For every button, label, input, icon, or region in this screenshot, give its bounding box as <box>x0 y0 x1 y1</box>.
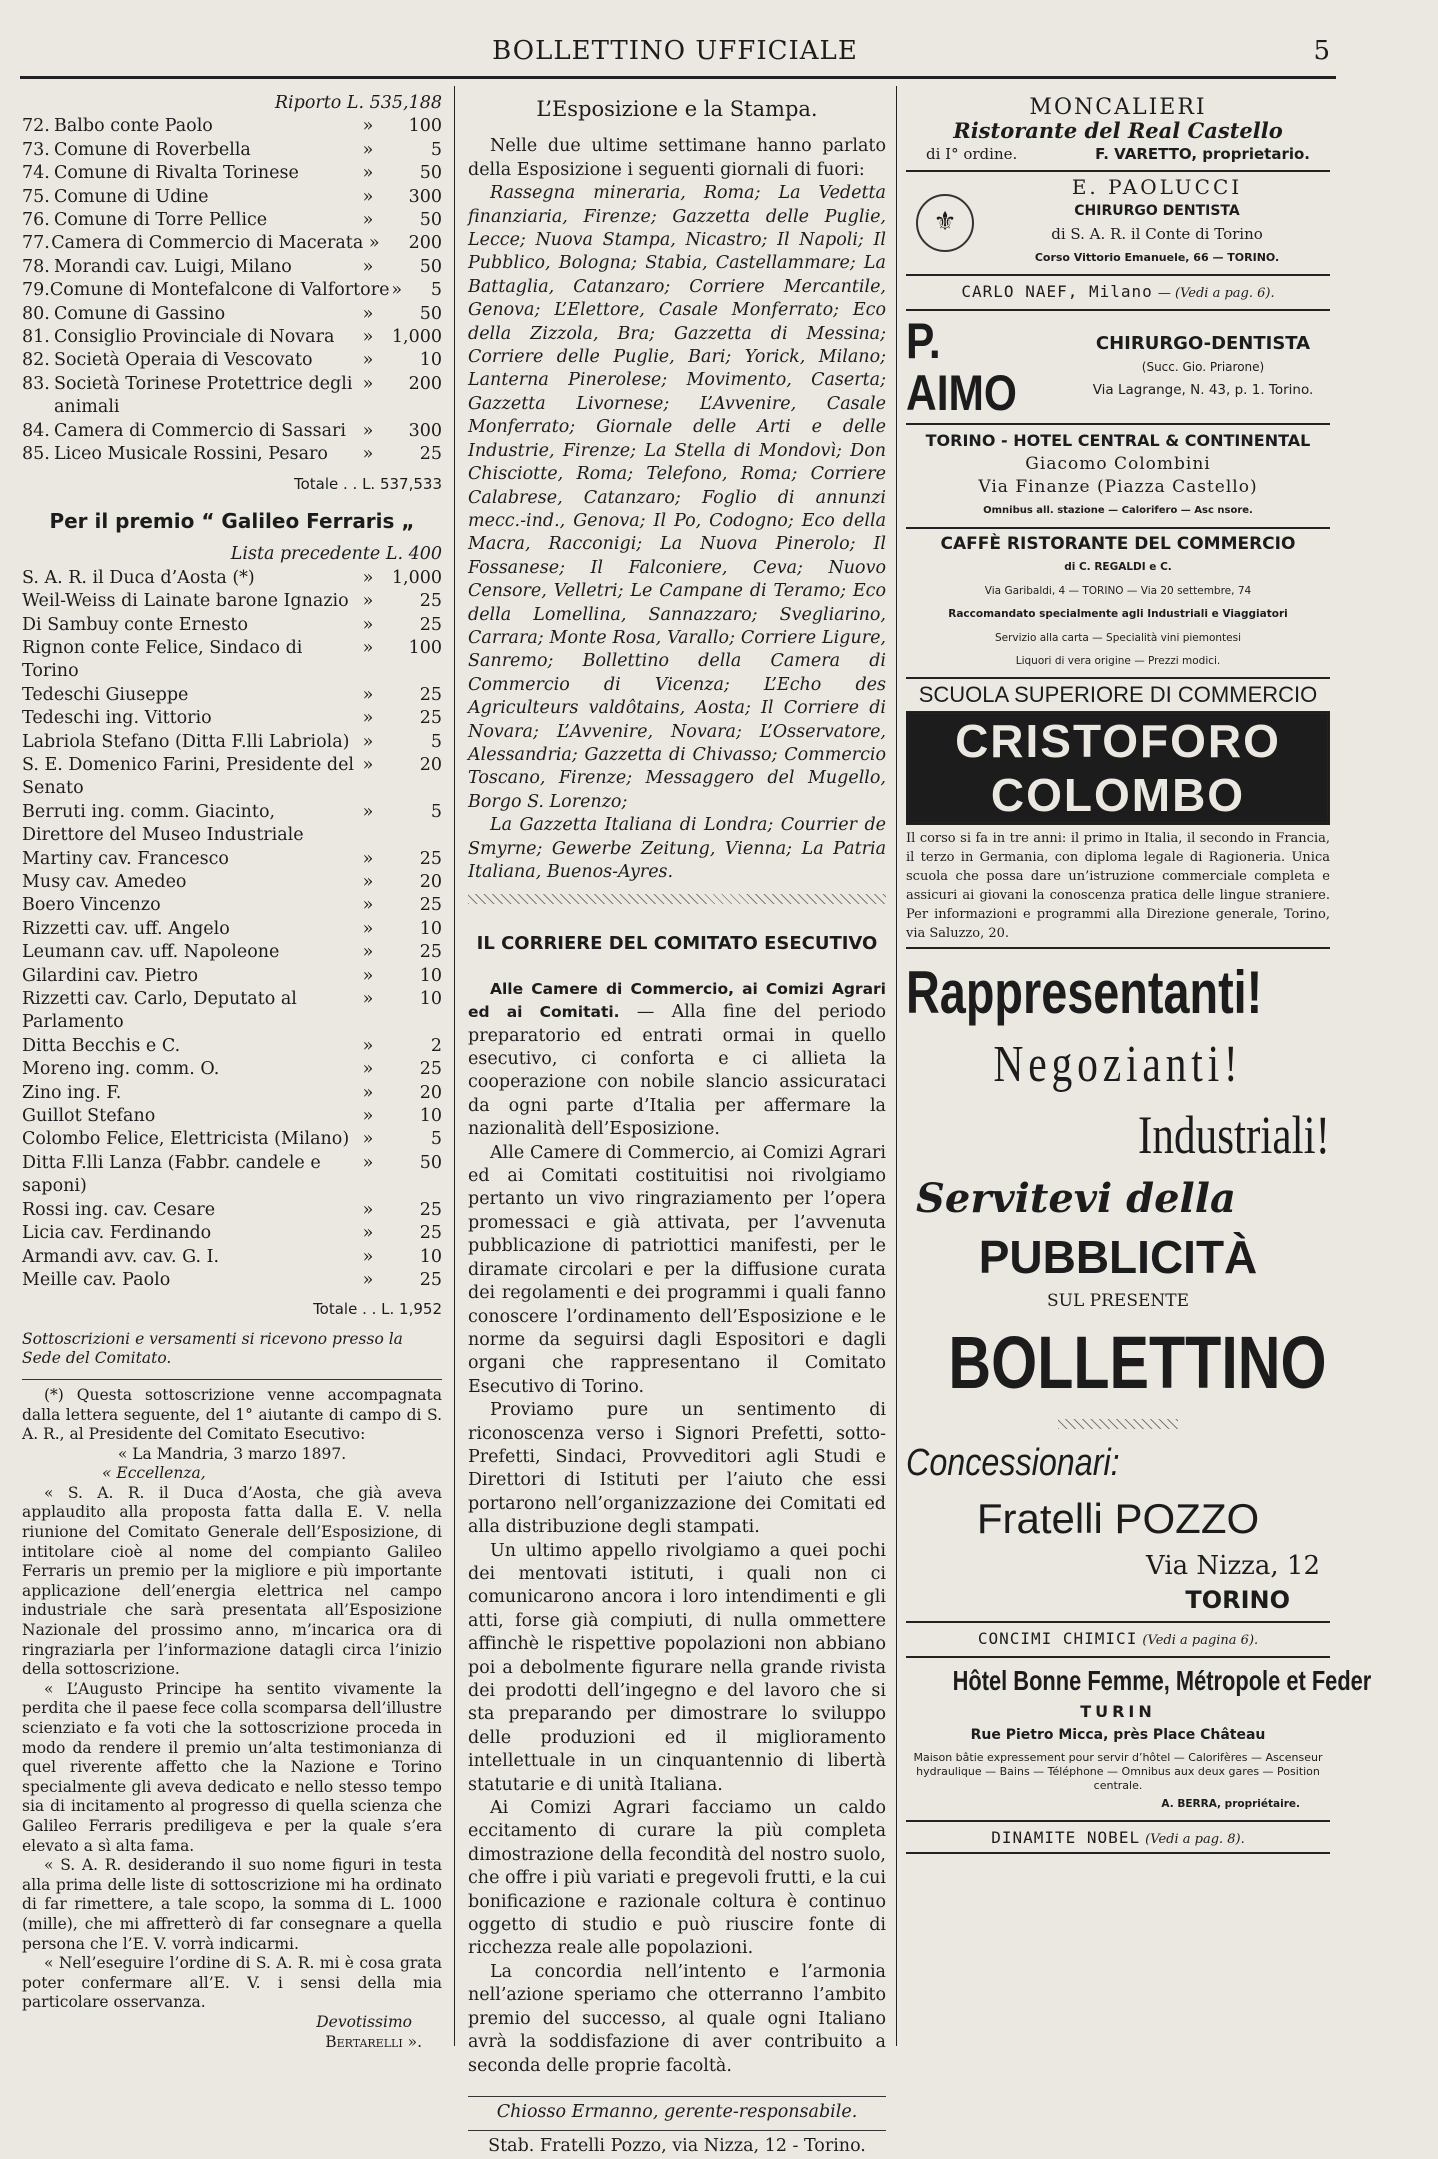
row-name: Rossi ing. cav. Cesare <box>22 1199 216 1220</box>
column-divider-2 <box>896 86 897 2046</box>
ad-bonne-femme-owner: A. BERRA, propriétaire. <box>1161 1797 1300 1810</box>
ledger-row <box>22 684 442 707</box>
ledger-row <box>22 232 442 255</box>
ad-moncalieri-town: MONCALIERI <box>1029 95 1207 120</box>
row-amount: 10 <box>419 1106 442 1127</box>
row-amount: 25 <box>419 684 442 705</box>
row-name: Comune di Roverbella <box>54 139 251 160</box>
row-amount: 1,000 <box>391 327 442 348</box>
row-ditto-mark: » <box>362 731 374 752</box>
premio-list <box>22 567 442 1293</box>
article-title-corriere: IL CORRIERE DEL COMITATO ESECUTIVO <box>476 933 878 955</box>
column-divider-1 <box>454 86 455 2046</box>
row-name: Consiglio Provinciale di Novara <box>54 327 335 348</box>
ad-naef-ref: — (Vedi a pag. 6). <box>1157 285 1275 301</box>
ad-pub-ornament <box>1058 1419 1178 1429</box>
ad-caffe-recommend: Raccomandato specialmente agli Industriali e Viaggiatori <box>948 608 1288 621</box>
ad-naef-name: CARLO NAEF, Milano <box>961 281 1153 301</box>
premio-title: Per il premio “ Galileo Ferraris „ <box>49 508 415 533</box>
ad-pub-pubblicita: PUBBLICITÀ <box>978 1230 1258 1283</box>
ledger-row <box>22 349 442 372</box>
row-ditto-mark: » <box>362 1106 374 1127</box>
ad-pub-concessionari: Concessionari: <box>906 1441 1120 1484</box>
stampa-list: Rassegna mineraria, Roma; La Vedetta finanziaria, Firenze; Gazzetta delle Puglie, Lecce; Nuova Stampa, Nicastro; Il Napoli; Il Pubblico, Bologna; Stabia, Castellammare; La Battaglia, Catanzaro; Corriere Mercantile, Genova; L’Elettore, Casale Monferrato; Eco della Zizzola, Bra; Gazzetta di Messina; Corriere delle Puglie, Bari; Yorick, Milano; Lanterna Pinerolese; Movimento, Caserta; Gazzetta Livornese; L’Avvenire, Casale Monferrato; Giornale delle Arti e delle Industrie, Firenze; La Stella di Mondovì; Don Chisciotte, Roma; Telefono, Roma; Corriere Calabrese, Catanzaro; Foglio di annunzi mecc.-ind., Genova; Il Po, Codogno; Eco della Macra, Racconigi; La Nuova Pinerolo; Il Fossanese; Il Falconiere, Ceva; Nuovo Censore, Velletri; Le Campane di Teramo; Eco della Lomellina, Sannazzaro; Svegliarino, Carrara; Monte Rosa, Varallo; Corriere Ligure, Sanremo; Bollettino della Camera di Commercio di Vicenza; L’Echo des Agriculteurs valdôtains, Aosta; Il Corriere di Novara; L’Avvenire, Novara; L’Osservatore, Alessandria; Gazzetta di Chivasso; Commercio Toscano, Firenze; Messaggero del Mugello, Borgo S. Lorenzo; <box>468 183 886 812</box>
row-ditto-mark: » <box>362 350 374 371</box>
row-amount: 50 <box>419 1152 442 1173</box>
ledger-row <box>22 848 442 871</box>
row-number: 75. <box>22 186 50 207</box>
row-amount: 25 <box>419 895 442 916</box>
row-amount: 50 <box>419 303 442 324</box>
sottoscrizioni-note: Sottoscrizioni e versamenti si ricevono presso la Sede del Comitato. <box>22 1329 403 1368</box>
row-ditto-mark: » <box>362 139 374 160</box>
row-ditto-mark: » <box>362 708 374 729</box>
row-name: S. E. Domenico Farini, Presidente del Senato <box>22 754 355 799</box>
row-ditto-mark: » <box>362 256 374 277</box>
row-ditto-mark: » <box>362 327 374 348</box>
ledger-row <box>22 139 442 162</box>
ad-caffe-address: Via Garibaldi, 4 — TORINO — Via 20 settembre, 74 <box>984 584 1252 597</box>
row-amount: 20 <box>419 754 442 775</box>
row-amount: 25 <box>419 848 442 869</box>
ad-hotel-central-title: TORINO - HOTEL CENTRAL & CONTINENTAL <box>925 431 1311 451</box>
ad-scuola-colombo <box>906 679 1330 948</box>
stampa-intro: Nelle due ultime settimane hanno parlato della Esposizione i seguenti giornali di fuori: <box>468 136 886 180</box>
row-ditto-mark: » <box>362 895 374 916</box>
corriere-p6: La concordia nell’intento e l’armonia nell’azione speriamo che otterranno l’ambito premio del successo, al quale ogni Italiano avrà la soddisfazione di aver contribuito a seconda delle proprie facoltà. <box>468 1961 886 2076</box>
row-name: Comune di Udine <box>54 186 209 207</box>
gerente: Chiosso Ermanno, gerente-responsabile. <box>496 2101 858 2122</box>
ad-hotel-central-address: Via Finanze (Piazza Castello) <box>978 477 1258 498</box>
row-number: 82. <box>22 350 50 371</box>
row-name: Comune di Rivalta Torinese <box>54 163 299 184</box>
ad-bonne-femme-address: Rue Pietro Micca, près Place Château <box>970 1726 1266 1743</box>
ledger-row <box>22 326 442 349</box>
row-amount: 2 <box>430 1035 442 1056</box>
row-ditto-mark: » <box>362 848 374 869</box>
ledger-row <box>22 303 442 326</box>
row-ditto-mark: » <box>362 614 374 635</box>
row-name: Camera di Commercio di Sassari <box>54 420 346 441</box>
row-number: 72. <box>22 116 50 137</box>
row-name: Armandi avv. cav. G. I. <box>22 1246 220 1267</box>
row-amount: 50 <box>419 210 442 231</box>
row-amount: 10 <box>419 350 442 371</box>
gerente-rule <box>468 2096 886 2097</box>
column-subscriptions <box>22 92 442 2052</box>
ad-moncalieri-owner: F. VARETTO, proprietario. <box>1095 144 1310 163</box>
ad-bonne-femme-title: Hôtel Bonne Femme, Métropole et Feder <box>952 1665 1372 1697</box>
ad-moncalieri-name: Ristorante del Real Castello <box>953 118 1283 144</box>
row-name: Ditta F.lli Lanza (Fabbr. candele e saponi) <box>22 1152 321 1197</box>
row-amount: 20 <box>419 872 442 892</box>
article-title-stampa: L’Esposizione e la Stampa. <box>536 97 818 121</box>
ad-aimo-name: P. AIMO <box>906 313 1017 422</box>
row-ditto-mark: » <box>362 210 374 231</box>
ledger-row <box>22 894 442 917</box>
row-name: Tedeschi Giuseppe <box>22 684 189 705</box>
ornamental-rule <box>468 894 886 904</box>
row-amount: 25 <box>419 708 442 729</box>
row-ditto-mark: » <box>362 1059 374 1080</box>
row-amount: 10 <box>419 1246 442 1267</box>
letter-place: « La Mandria, 3 marzo 1897. <box>117 1444 347 1463</box>
row-number: 76. <box>22 210 50 231</box>
letter-p3: « S. A. R. desiderando il suo nome figuri in testa alla prima delle liste di sottoscrizione mi ha ordinato di far rimettere, a tale scopo, la somma di L. 1000 (mille), che mi affretterò di far consegnare a quella persona che l’E. V. vorrà indicarmi. <box>22 1856 442 1953</box>
ad-caffe-title: CAFFÈ RISTORANTE DEL COMMERCIO <box>940 533 1296 554</box>
ad-paolucci <box>906 172 1330 276</box>
lista-precedente: Lista precedente L. 400 <box>230 544 442 565</box>
row-ditto-mark: » <box>362 684 374 705</box>
row-amount: 10 <box>419 965 442 986</box>
ad-pub-rappresentanti: Rappresentanti! <box>906 958 1263 1026</box>
row-name: Comune di Gassino <box>54 303 226 324</box>
corriere-p5: Ai Comizi Agrari facciamo un caldo eccitamento di curare la più completa dimostrazione della fecondità del nostro suolo, che offre i più variati e pregevoli frutti, e la cui bonificazione e razionale coltura è continuo oggetto di studio e può riuscire fonte di ricchezza reale alle popolazioni. <box>468 1798 886 1959</box>
row-ditto-mark: » <box>362 918 374 939</box>
ledger-row <box>22 1082 442 1105</box>
row-amount: 5 <box>430 139 442 160</box>
row-ditto-mark: » <box>391 280 403 301</box>
ad-pub-sul: SUL PRESENTE <box>1047 1290 1189 1311</box>
ad-scuola-text: Il corso si fa in tre anni: il primo in Italia, il secondo in Francia, il terzo in Germania, con diploma legale di Ragioneria. Unica scuola che possa dare un’istruzione commerciale completa e assicuri ai giovani la conoscenza pratica delle lingue straniere. Per informazioni e programmi alla Direzione generale, Torino, via Saluzzo, 20. <box>906 830 1330 941</box>
row-name: Rizzetti cav. uff. Angelo <box>22 918 230 939</box>
ledger-row <box>22 209 442 232</box>
row-amount: 25 <box>419 614 442 635</box>
row-ditto-mark: » <box>362 186 374 207</box>
row-name: S. A. R. il Duca d’Aosta (*) <box>22 567 255 588</box>
ad-dinamite <box>906 1822 1330 1853</box>
ledger-row <box>22 115 442 138</box>
ad-aimo-role: CHIRURGO-DENTISTA <box>1095 333 1311 355</box>
ad-aimo-succ: (Succ. Gio. Priarone) <box>1141 359 1265 374</box>
ad-caffe-service: Servizio alla carta — Specialità vini piemontesi <box>994 631 1242 644</box>
ad-paolucci-address: Corso Vittorio Emanuele, 66 — TORINO. <box>1034 251 1280 265</box>
row-name: Tedeschi ing. Vittorio <box>22 708 212 729</box>
row-ditto-mark: » <box>362 116 374 137</box>
ledger-row <box>22 918 442 941</box>
row-amount: 5 <box>430 280 442 301</box>
ad-moncalieri-grade: di I° ordine. <box>926 144 1018 163</box>
row-name: Gilardini cav. Pietro <box>22 965 199 986</box>
ledger-row <box>22 567 442 590</box>
row-ditto-mark: » <box>362 1269 374 1290</box>
ad-bonne-femme <box>906 1658 1372 1822</box>
row-number: 81. <box>22 327 50 348</box>
ad-pub-via: Via Nizza, 12 <box>1146 1550 1320 1581</box>
row-name: Weil-Weiss di Lainate barone Ignazio <box>22 591 349 612</box>
ledger-row <box>22 1222 442 1245</box>
row-ditto-mark: » <box>362 1246 374 1267</box>
ad-paolucci-patron: di S. A. R. il Conte di Torino <box>1051 225 1263 244</box>
row-ditto-mark: » <box>362 373 374 394</box>
row-name: Camera di Commercio di Macerata <box>51 233 364 254</box>
row-ditto-mark: » <box>362 567 374 588</box>
row-amount: 25 <box>419 1199 442 1220</box>
ledger-row <box>22 279 442 302</box>
ad-hotel-central <box>906 425 1330 529</box>
letter-closing: Devotissimo <box>316 2012 412 2031</box>
row-name: Morandi cav. Luigi, Milano <box>54 256 292 277</box>
letter-salute: « Eccellenza, <box>102 1464 206 1483</box>
stampa-foreign: La Gazzetta Italiana di Londra; Courrier de Smyrne; Gewerbe Zeitung, Vienna; La Patria Italiana, Buenos-Ayres. <box>468 815 886 882</box>
riporto: Riporto L. 535,188 <box>274 93 442 113</box>
ad-concimi-name: CONCIMI CHIMICI <box>977 1628 1138 1648</box>
ledger-row <box>22 1199 442 1222</box>
row-name: Guillot Stefano <box>22 1106 156 1127</box>
row-amount: 25 <box>419 942 442 963</box>
row-amount: 1,000 <box>391 567 442 588</box>
ledger-row <box>22 256 442 279</box>
printer: Stab. Fratelli Pozzo, via Nizza, 12 - Torino. <box>488 2136 866 2157</box>
row-amount: 25 <box>419 1223 442 1244</box>
row-name: Labriola Stefano (Ditta F.lli Labriola) <box>22 731 350 752</box>
row-name: Società Operaia di Vescovato <box>54 350 313 371</box>
row-ditto-mark: » <box>362 637 374 658</box>
row-ditto-mark: » <box>362 303 374 324</box>
ad-caffe-liquori: Liquori di vera origine — Prezzi modici. <box>1015 654 1221 667</box>
row-ditto-mark: » <box>362 444 374 465</box>
crest-icon: ⚜ <box>916 194 974 252</box>
corriere-p2: Alle Camere di Commercio, ai Comizi Agrari ed ai Comitati costituitisi noi rivolgiamo pertanto un vivo ringraziamento per l’opera promessaci e già attivata, per l’avvenuta pubblicazione di patriottici manifesti, per le diramate circolari e per la diffusione curata dei regolamenti e dei programmi i quali fanno conoscere l’ordinamento dell’Esposizione e le norme da seguirsi dagli Espositori e dagli organi che rappresentano il Comitato Esecutivo di Torino. <box>468 1142 886 1397</box>
column-articles <box>468 92 886 2159</box>
ledger-row <box>22 1105 442 1128</box>
ad-pub-torino: TORINO <box>1185 1585 1290 1614</box>
row-name: Berruti ing. comm. Giacinto, Direttore del Museo Industriale <box>22 801 304 846</box>
ledger-row <box>22 162 442 185</box>
page-title: BOLLETTINO UFFICIALE <box>492 36 858 66</box>
row-ditto-mark: » <box>362 1129 374 1150</box>
ledger-row <box>22 988 442 1035</box>
row-ditto-mark: » <box>362 591 374 612</box>
ad-paolucci-name: E. PAOLUCCI <box>1071 175 1243 200</box>
ad-pub-industriali: Industriali! <box>1138 1104 1330 1165</box>
ledger-row <box>22 614 442 637</box>
row-name: Leumann cav. uff. Napoleone <box>22 942 280 963</box>
row-name: Rignon conte Felice, Sindaco di Torino <box>22 637 303 682</box>
row-ditto-mark: » <box>362 1152 374 1173</box>
row-number: 85. <box>22 444 50 465</box>
ledger-row <box>22 637 442 684</box>
row-amount: 25 <box>419 1269 442 1290</box>
row-name: Comune di Montefalcone di Valfortore <box>49 280 390 301</box>
row-number: 73. <box>22 139 50 160</box>
ledger-row <box>22 590 442 613</box>
row-amount: 25 <box>419 1059 442 1080</box>
row-ditto-mark: » <box>362 801 374 822</box>
ledger-row <box>22 1128 442 1151</box>
row-name: Comune di Torre Pellice <box>54 210 268 231</box>
ledger-row <box>22 801 442 848</box>
ad-naef <box>906 276 1330 311</box>
row-name: Rizzetti cav. Carlo, Deputato al Parlamento <box>22 989 297 1033</box>
ad-concimi-ref: (Vedi a pagina 6). <box>1142 1632 1259 1648</box>
ad-aimo-address: Via Lagrange, N. 43, p. 1. Torino. <box>1092 381 1314 398</box>
row-ditto-mark: » <box>362 1223 374 1244</box>
row-ditto-mark: » <box>362 754 374 775</box>
page-number: 5 <box>1313 36 1330 66</box>
ledger-row <box>22 443 442 466</box>
row-number: 80. <box>22 303 50 324</box>
ad-bonne-femme-city: TURIN <box>1080 1702 1156 1722</box>
total-1: Totale . . L. 537,533 <box>293 474 442 493</box>
row-ditto-mark: » <box>368 233 380 254</box>
row-amount: 200 <box>408 373 442 394</box>
letter-p2: « L’Augusto Principe ha sentito vivamente la perdita che il paese fece colla scomparsa dell’illustre scienziato e fa voti che la sottoscrizione proceda in modo da rendere il premio un’alta testimonianza di quel riverente affetto che la Nazione e Torino specialmente gli aveva dedicato e nello stesso tempo sia di incitamento al progresso di quella scienza che Galileo Ferraris prediligeva e per la quale s’era elevato a sì alta fama. <box>22 1679 442 1855</box>
row-amount: 5 <box>430 801 442 822</box>
ledger-row <box>22 965 442 988</box>
row-ditto-mark: » <box>362 163 374 184</box>
header-rule <box>20 76 1336 79</box>
donor-list <box>22 115 442 466</box>
row-name: Colombo Felice, Elettricista (Milano) <box>22 1129 350 1150</box>
row-number: 79. <box>22 280 50 301</box>
row-number: 83. <box>22 373 50 394</box>
ledger-row <box>22 731 442 754</box>
ad-pub-negozianti: Negozianti! <box>993 1035 1243 1093</box>
row-ditto-mark: » <box>362 989 374 1010</box>
ledger-row <box>22 1246 442 1269</box>
row-amount: 300 <box>408 420 442 441</box>
stab-rule <box>468 2130 886 2131</box>
row-number: 78. <box>22 256 50 277</box>
row-name: Licia cav. Ferdinando <box>22 1223 212 1244</box>
ad-hotel-central-note: Omnibus all. stazione — Calorifero — Asc nsore. <box>983 505 1253 517</box>
ad-pub-pozzo: Fratelli POZZO <box>976 1494 1260 1542</box>
letter-signature: Bertarelli ». <box>325 2032 422 2051</box>
ad-dinamite-name: DINAMITE NOBEL <box>991 1828 1141 1848</box>
footnote-rule <box>22 1379 442 1380</box>
row-amount: 10 <box>419 918 442 939</box>
row-name: Liceo Musicale Rossini, Pesaro <box>54 444 328 465</box>
ad-caffe-owner: di C. REGALDI e C. <box>1064 561 1172 574</box>
row-name: Zino ing. F. <box>22 1082 122 1103</box>
ledger-row <box>22 1152 442 1199</box>
row-amount: 100 <box>408 637 442 658</box>
ad-moncalieri <box>906 92 1330 172</box>
row-name: Meille cav. Paolo <box>22 1269 171 1290</box>
row-amount: 25 <box>419 591 442 612</box>
ad-bonne-femme-details: Maison bâtie expressement pour servir d’hôtel — Calorifères — Ascenseur hydraulique — Bains — Téléphone — Omnibus aux deux gares — Position centrale. <box>913 1750 1323 1792</box>
corriere-p1: — Alla fine del periodo preparatorio ed entrati ormai in quello esecutivo, ci conforta e ci allieta la cooperazione con nobile slancio assicurataci da ogni parte d’Italia per affermare la nazionalità dell’Esposizione. <box>468 1002 886 1140</box>
corriere-p3: Proviamo pure un sentimento di riconoscenza verso i Signori Prefetti, sotto-Prefetti, Sindaci, Provveditori agli Studi e Direttori di Istituti per l’aiuto che essi portarono nell’organizzazione dei Comitati ed alla distribuzione degli stampati. <box>468 1400 886 1538</box>
row-amount: 200 <box>408 233 442 254</box>
row-amount: 50 <box>419 256 442 277</box>
ad-concimi <box>906 1623 1330 1658</box>
ledger-row <box>22 1269 442 1292</box>
row-name: Martiny cav. Francesco <box>22 848 229 869</box>
ad-paolucci-role: CHIRURGO DENTISTA <box>1074 202 1240 219</box>
row-number: 84. <box>22 420 50 441</box>
ledger-row <box>22 373 442 420</box>
row-name: Di Sambuy conte Ernesto <box>22 614 249 635</box>
ad-dinamite-ref: (Vedi a pag. 8). <box>1145 1832 1245 1848</box>
ad-pub-bollettino: BOLLETTINO <box>948 1320 1327 1404</box>
row-ditto-mark: » <box>362 1199 374 1220</box>
row-name: Moreno ing. comm. O. <box>22 1059 220 1080</box>
page-header <box>20 28 1330 78</box>
row-name: Balbo conte Paolo <box>54 116 213 137</box>
row-amount: 5 <box>430 731 442 752</box>
ledger-row <box>22 1035 442 1058</box>
row-amount: 5 <box>430 1129 442 1150</box>
row-number: 74. <box>22 163 50 184</box>
ad-scuola-head: SCUOLA SUPERIORE DI COMMERCIO <box>918 682 1318 708</box>
letter-p4: « Nell’eseguire l’ordine di S. A. R. mi è cosa grata poter confermare all’E. V. i sensi della mia particolare osservanza. <box>22 1954 442 2012</box>
ledger-row <box>22 754 442 801</box>
row-amount: 25 <box>419 444 442 465</box>
row-amount: 10 <box>419 989 442 1010</box>
column-advertisements <box>906 92 1372 1854</box>
row-ditto-mark: » <box>362 965 374 986</box>
row-ditto-mark: » <box>362 1082 374 1103</box>
corriere-lead: Alle Camere di Commercio, ai Comizi Agrari ed ai Comitati. <box>468 979 886 1022</box>
total-2: Totale . . L. 1,952 <box>313 1300 442 1319</box>
row-amount: 20 <box>419 1082 442 1103</box>
ad-caffe <box>906 529 1330 679</box>
ad-pubblicita <box>906 949 1330 1623</box>
ad-pub-servitevi: Servitevi della <box>916 1174 1236 1222</box>
row-name: Società Torinese Protettrice degli animali <box>54 373 353 418</box>
row-number: 77. <box>22 233 50 254</box>
row-name: Musy cav. Amedeo <box>22 872 187 892</box>
row-ditto-mark: » <box>362 1035 374 1056</box>
ledger-row <box>22 871 442 894</box>
row-ditto-mark: » <box>362 420 374 441</box>
row-ditto-mark: » <box>362 872 374 892</box>
ad-hotel-central-owner: Giacomo Colombini <box>1025 453 1211 474</box>
footnote-intro: (*) Questa sottoscrizione venne accompagnata dalla lettera seguente, del 1° aiutante di campo di S. A. R., al Presidente del Comitato Esecutivo: <box>22 1385 442 1444</box>
row-name: Boero Vincenzo <box>22 895 161 916</box>
ledger-row <box>22 707 442 730</box>
row-name: Ditta Becchis e C. <box>22 1035 181 1056</box>
letter-p1: « S. A. R. il Duca d’Aosta, che già aveva applaudito alla proposta fatta dalla E. V. nella riunione del Comitato Generale dell’Esposizione, di intitolare cioè al nome del compianto Galileo Ferraris un premio per la migliore e più importante applicazione dell’energia elettrica nel campo industriale che sarà presentata all’Esposizione Nazionale del prossimo anno, m’incarica ora di ringraziarla per l’informazione datagli circa l’inizio della sottoscrizione. <box>22 1483 442 1679</box>
ad-scuola-name: CRISTOFORO COLOMBO <box>906 711 1330 825</box>
row-amount: 300 <box>408 186 442 207</box>
ledger-row <box>22 1058 442 1081</box>
ledger-row <box>22 186 442 209</box>
ad-aimo <box>906 311 1330 425</box>
ledger-row <box>22 941 442 964</box>
corriere-p4: Un ultimo appello rivolgiamo a quei pochi dei mentovati istituti, i quali non ci comunicarono ancora i loro intendimenti e gli atti, forse già compiuti, di nulla ommettere affinchè le rispettive popolazioni non abbiano poi a debolmente figurare nella grande rivista dei prodotti dell’ingegno e del lavoro che si sta preparando per dimostrare lo sviluppo delle produzioni ed il miglioramento intellettuale in un cinquantennio di libertà statutarie e di unità Italiana. <box>468 1540 886 1795</box>
ledger-row <box>22 420 442 443</box>
row-ditto-mark: » <box>362 942 374 963</box>
row-amount: 100 <box>408 116 442 137</box>
row-amount: 50 <box>419 163 442 184</box>
